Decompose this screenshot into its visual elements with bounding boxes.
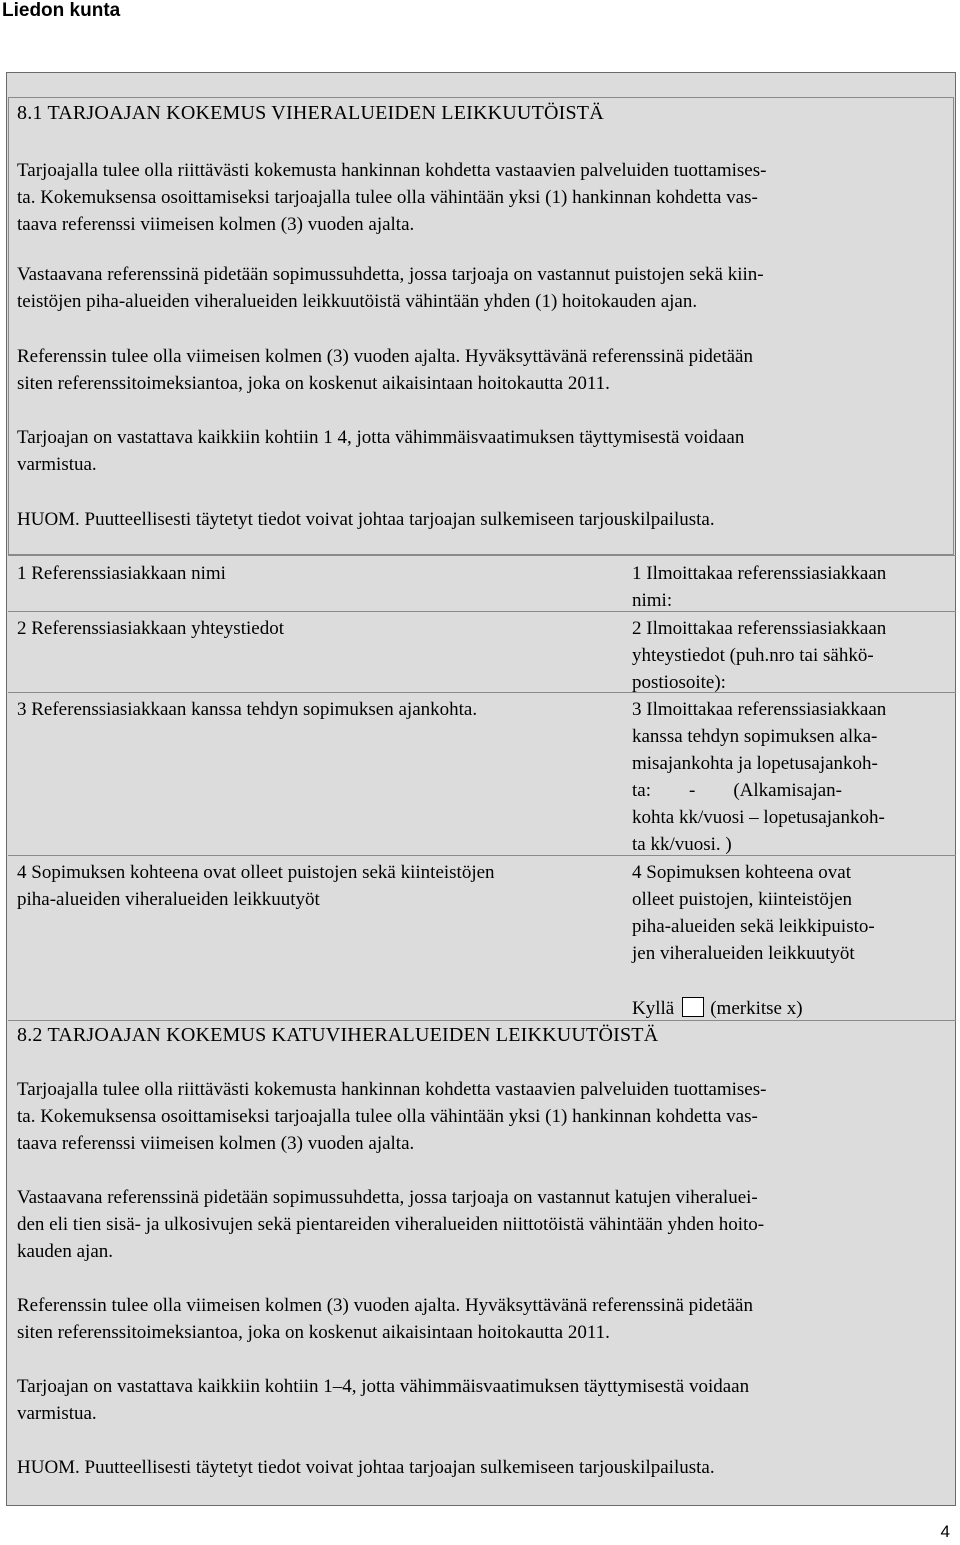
section-2-title: 8.2 TARJOAJAN KOKEMUS KATUVIHERALUEIDEN LEIKKUUTÖISTÄ (17, 1024, 659, 1046)
text-line: den eli tien sisä- ja ulkosivujen sekä pientareiden viheralueiden niittotöistä vähintään yhden hoito- (17, 1214, 765, 1235)
row-4-instruction[interactable] (632, 859, 946, 967)
section-1-title: 8.1 TARJOAJAN KOKEMUS VIHERALUEIDEN LEIKKUUTÖISTÄ (17, 102, 604, 124)
text-line: jen viheralueiden leikkuutyöt (632, 943, 855, 964)
text-line: 3 Ilmoittakaa referenssiasiakkaan (632, 699, 887, 720)
row-1-label (17, 560, 617, 587)
checkbox-hint: (merkitse x) (710, 998, 803, 1019)
confirmation-checkbox-group (632, 995, 803, 1022)
table-divider (8, 855, 956, 856)
table-divider (8, 611, 956, 612)
section-2-para-2 (17, 1184, 943, 1265)
page-number: 4 (940, 1522, 950, 1541)
row-4-label (17, 859, 617, 913)
text-line: yhteystiedot (puh.nro tai sähkö- (632, 645, 874, 666)
row-3-label (17, 696, 617, 723)
text-line: kohta kk/vuosi – lopetusajankoh- (632, 807, 885, 828)
text-line: Tarjoajan on vastattava kaikkiin kohtiin 1 4, jotta vähimmäisvaatimuksen täyttymisestä voidaan (17, 427, 745, 448)
document-header: Liedon kunta (2, 0, 121, 21)
text-line: 4 Sopimuksen kohteena ovat (632, 862, 851, 883)
checkbox-label-yes: Kyllä (632, 998, 675, 1019)
text-line: kauden ajan. (17, 1241, 114, 1262)
text-line: 3 Referenssiasiakkaan kanssa tehdyn sopimuksen ajankohta. (17, 699, 478, 720)
text-line: nimi: (632, 590, 673, 611)
section-2-note: HUOM. Puutteellisesti täytetyt tiedot voivat johtaa tarjoajan sulkemiseen tarjouskilpailusta. (17, 1457, 715, 1478)
text-line: 2 Referenssiasiakkaan yhteystiedot (17, 618, 284, 639)
section-1-para-2 (17, 261, 943, 315)
text-line: olleet puistojen, kiinteistöjen (632, 889, 853, 910)
text-line: 1 Ilmoittakaa referenssiasiakkaan (632, 563, 887, 584)
row-1-instruction[interactable] (632, 560, 946, 614)
text-line: ta: - (Alkamisajan- (632, 780, 843, 801)
text-line: piha-alueiden viheralueiden leikkuutyöt (17, 889, 320, 910)
text-line: varmistua. (17, 1403, 97, 1424)
section-1-para-4 (17, 424, 943, 478)
text-line: Tarjoajan on vastattava kaikkiin kohtiin 1–4, jotta vähimmäisvaatimuksen täyttymisestä voidaan (17, 1376, 750, 1397)
text-line: 1 Referenssiasiakkaan nimi (17, 563, 226, 584)
text-line: Referenssin tulee olla viimeisen kolmen (3) vuoden ajalta. Hyväksyttävänä referenssinä pidetään (17, 346, 753, 367)
text-line: varmistua. (17, 454, 97, 475)
text-line: ta. Kokemuksensa osoittamiseksi tarjoajalla tulee olla vähintään yksi (1) hankinnan kohdetta vas- (17, 1106, 758, 1127)
text-line: Tarjoajalla tulee olla riittävästi kokemusta hankinnan kohdetta vastaavien palveluiden tuottamises- (17, 160, 767, 181)
text-line: 2 Ilmoittakaa referenssiasiakkaan (632, 618, 887, 639)
text-line: siten referenssitoimeksiantoa, joka on koskenut aikaisintaan hoitokautta 2011. (17, 1322, 610, 1343)
table-divider (8, 555, 956, 556)
text-line: postiosoite): (632, 672, 726, 693)
text-line: Referenssin tulee olla viimeisen kolmen (3) vuoden ajalta. Hyväksyttävänä referenssinä pidetään (17, 1295, 753, 1316)
text-line: taava referenssi viimeisen kolmen (3) vuoden ajalta. (17, 214, 415, 235)
text-line: kanssa tehdyn sopimuksen alka- (632, 726, 878, 747)
text-line: piha-alueiden sekä leikkipuisto- (632, 916, 875, 937)
yes-checkbox[interactable] (682, 997, 704, 1017)
row-2-label (17, 615, 617, 642)
section-2-para-4 (17, 1373, 943, 1427)
text-line: 4 Sopimuksen kohteena ovat olleet puistojen sekä kiinteistöjen (17, 862, 495, 883)
text-line: misajankohta ja lopetusajankoh- (632, 753, 878, 774)
text-line: taava referenssi viimeisen kolmen (3) vuoden ajalta. (17, 1133, 415, 1154)
text-line: Vastaavana referenssinä pidetään sopimussuhdetta, jossa tarjoaja on vastannut katujen viheraluei- (17, 1187, 758, 1208)
section-1-para-1 (17, 157, 943, 238)
text-line: Tarjoajalla tulee olla riittävästi kokemusta hankinnan kohdetta vastaavien palveluiden tuottamises- (17, 1079, 767, 1100)
section-2-para-1 (17, 1076, 943, 1157)
row-3-instruction[interactable] (632, 696, 946, 858)
text-line: siten referenssitoimeksiantoa, joka on koskenut aikaisintaan hoitokautta 2011. (17, 373, 610, 394)
row-2-instruction[interactable] (632, 615, 946, 696)
text-line: Vastaavana referenssinä pidetään sopimussuhdetta, jossa tarjoaja on vastannut puistojen sekä kiin- (17, 264, 764, 285)
text-line: ta. Kokemuksensa osoittamiseksi tarjoajalla tulee olla vähintään yksi (1) hankinnan kohdetta vas- (17, 187, 758, 208)
table-divider (8, 1020, 956, 1021)
section-1-note: HUOM. Puutteellisesti täytetyt tiedot voivat johtaa tarjoajan sulkemiseen tarjouskilpailusta. (17, 509, 715, 530)
text-line: teistöjen piha-alueiden viheralueiden leikkuutöistä vähintään yhden (1) hoitokauden ajan. (17, 291, 698, 312)
section-2-para-3 (17, 1292, 943, 1346)
section-1-para-3 (17, 343, 943, 397)
text-line: ta kk/vuosi. ) (632, 834, 732, 855)
table-divider (8, 692, 956, 693)
